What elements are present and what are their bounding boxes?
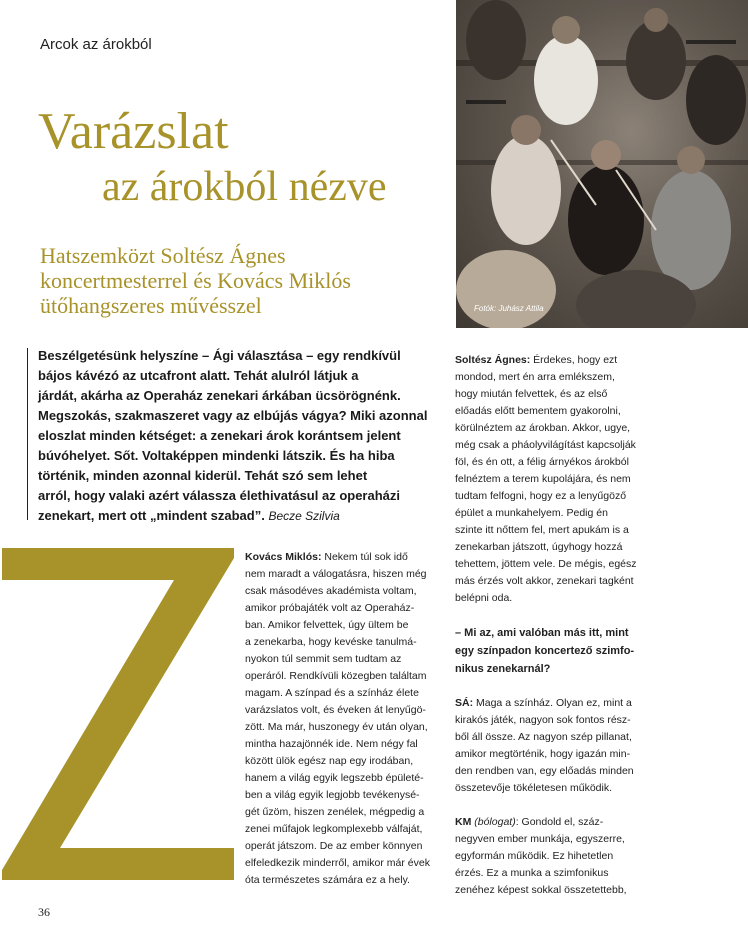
col-line: amikor megtörténik, hogy igazán min-: [455, 748, 631, 760]
col-line: elfeledkezik minderről, amikor már évek: [245, 857, 430, 869]
col-line: ben a világ egyik legjobb tevékenysé-: [245, 789, 420, 801]
article-subtitle: [40, 243, 440, 318]
lead-line: eloszlat minden kétséget: a zenekari árok korántsem jelent: [38, 428, 401, 443]
lead-author: Becze Szilvia: [268, 509, 340, 523]
col-line: csak másodéves akadémista voltam,: [245, 585, 417, 597]
col-line: nem maradt a válogatásra, hiszen még: [245, 568, 427, 580]
lead-line: Beszélgetésünk helyszíne – Ági választása – egy rendkívül: [38, 348, 401, 363]
photo-credit: Fotók: Juhász Attila: [474, 304, 544, 313]
col-line: óta természetes számára ez a hely.: [245, 874, 410, 886]
col-line: tudtam felfogni, hogy ez a lenyűgöző: [455, 490, 627, 502]
col-line: negyven ember munkája, egyszerre,: [455, 833, 625, 845]
col-line: zenei műfajok legkomplexebb válfaját,: [245, 823, 423, 835]
middle-column: [245, 549, 430, 889]
col-line: amikor próbajáték volt az Operaház-: [245, 602, 415, 614]
subtitle-line: koncertmesterrel és Kovács Miklós: [40, 268, 351, 293]
col-line: érzés. Ez a munka a szimfonikus: [455, 867, 609, 879]
col-text: Nekem túl sok idő: [321, 551, 408, 563]
col-line: kirakós játék, nagyon sok fontos rész-: [455, 714, 631, 726]
lead-line: történik, minden azonnal kiderül. Tehát szó sem lehet: [38, 468, 368, 483]
speaker-name: SÁ:: [455, 697, 474, 709]
col-line: ban. Amikor felvettek, úgy ültem be: [245, 619, 409, 631]
orchestra-photo-illustration: [456, 0, 748, 328]
col-line: zenéhez képest sokkal összetettebb,: [455, 884, 627, 896]
article-title-line2: az árokból nézve: [102, 164, 387, 210]
col-line: egyformán működik. Ez hihetetlen: [455, 850, 614, 862]
col-line: magam. A színpad és a színház élete: [245, 687, 419, 699]
section-label: Arcok az árokból: [40, 36, 152, 53]
col-line: előadás előtt bementem gyakorolni,: [455, 405, 621, 417]
page-number: 36: [38, 905, 50, 919]
col-line: mondod, mert én arra emlékszem,: [455, 371, 615, 383]
col-line: hogy miután felvettek, és az első: [455, 388, 608, 400]
col-line: den rendben van, egy előadás minden: [455, 765, 634, 777]
col-line: épület a munkahelyem. Pedig én: [455, 507, 608, 519]
speaker-name: Kovács Miklós:: [245, 551, 322, 563]
lead-line: járdát, akárha az Operaház zenekari árkában ücsörögnénk.: [38, 388, 401, 403]
col-line: nyokon túl semmit sem tudtam az: [245, 653, 402, 665]
col-line: hanem a világ egyik legszebb épületé-: [245, 772, 424, 784]
question-line: – Mi az, ami valóban más itt, mint: [455, 627, 629, 639]
subtitle-line: Hatszemközt Soltész Ágnes: [40, 243, 286, 268]
col-line: a zenekarba, hogy kevéske tanulmá-: [245, 636, 417, 648]
col-text: : Gondold el, száz-: [515, 816, 604, 828]
orchestra-photo: [456, 0, 748, 328]
col-text: Érdekes, hogy ezt: [530, 354, 618, 366]
speaker-name: KM: [455, 816, 472, 828]
paragraph-gap: [455, 797, 637, 814]
lead-line: arról, hogy valaki azért válassza élethivatásul az operaházi: [38, 488, 401, 503]
col-line: körülnéztem az árokban. Akkor, ugye,: [455, 422, 631, 434]
article-title-line1: Varázslat: [38, 103, 229, 160]
col-line: [455, 814, 637, 831]
col-line: zött. Ma már, huszonegy év után olyan,: [245, 721, 428, 733]
col-line: belépni oda.: [455, 592, 513, 604]
lead-line-text: zenekart, mert ott „mindent szabad”.: [38, 508, 265, 523]
subtitle-line: ütőhangszeres művésszel: [40, 293, 262, 318]
paragraph-gap: [455, 607, 637, 624]
lead-line: búvóhelyet. Sőt. Voltaképpen mindenki látszik. És ha hiba: [38, 448, 395, 463]
col-line: szinte itt nőttem fel, mert apukám is a: [455, 524, 629, 536]
lead-line: [38, 506, 428, 526]
col-line: zenekarban játszott, úgyhogy hozzá: [455, 541, 623, 553]
speaker-name: Soltész Ágnes:: [455, 354, 531, 366]
col-line: [455, 352, 637, 369]
col-line: föl, és én ott, a félig árnyékos árokból: [455, 456, 629, 468]
question-line: egy színpadon koncertező szimfo-: [455, 645, 635, 657]
speaker-note: (bólogat): [471, 816, 516, 828]
col-line: még csak a pháolyvilágítást kapcsolják: [455, 439, 636, 451]
col-line: felnéztem a terem kupolájára, és nem: [455, 473, 631, 485]
col-line: varázslatos volt, és éveken át lenyűgö-: [245, 704, 426, 716]
lead-line: Megszokás, szakmaszeret vagy az elbújás vágya? Miki azonnal: [38, 408, 428, 423]
col-line: tehettem, jöttem vele. De mégis, egész: [455, 558, 637, 570]
col-line: operát játszom. De az ember könnyen: [245, 840, 423, 852]
col-line: mintha hazajönnék ide. Nem négy fal: [245, 738, 418, 750]
col-line: [245, 549, 430, 566]
right-column: [455, 352, 637, 899]
col-text: Maga a színház. Olyan ez, mint a: [473, 697, 632, 709]
col-line: operáról. Rendkívüli közegben találtam: [245, 670, 427, 682]
lead-paragraph: [38, 346, 428, 526]
drop-cap-z: [2, 548, 234, 880]
question-line: nikus zenekarnál?: [455, 663, 551, 675]
col-line: ből áll össze. Az nagyon szép pillanat,: [455, 731, 632, 743]
lead-divider: [27, 348, 28, 520]
paragraph-gap: [455, 678, 637, 695]
col-line: gét űzöm, hiszen zenélek, mégpedig a: [245, 806, 425, 818]
col-line: között ülök egész nap egy irodában,: [245, 755, 414, 767]
col-line: összetevője tökéletesen működik.: [455, 782, 613, 794]
col-line: [455, 695, 637, 712]
lead-line: bájos kávézó az utcafront alatt. Tehát alulról látjuk a: [38, 368, 359, 383]
col-line: más érzés volt akkor, zenekari tagként: [455, 575, 634, 587]
